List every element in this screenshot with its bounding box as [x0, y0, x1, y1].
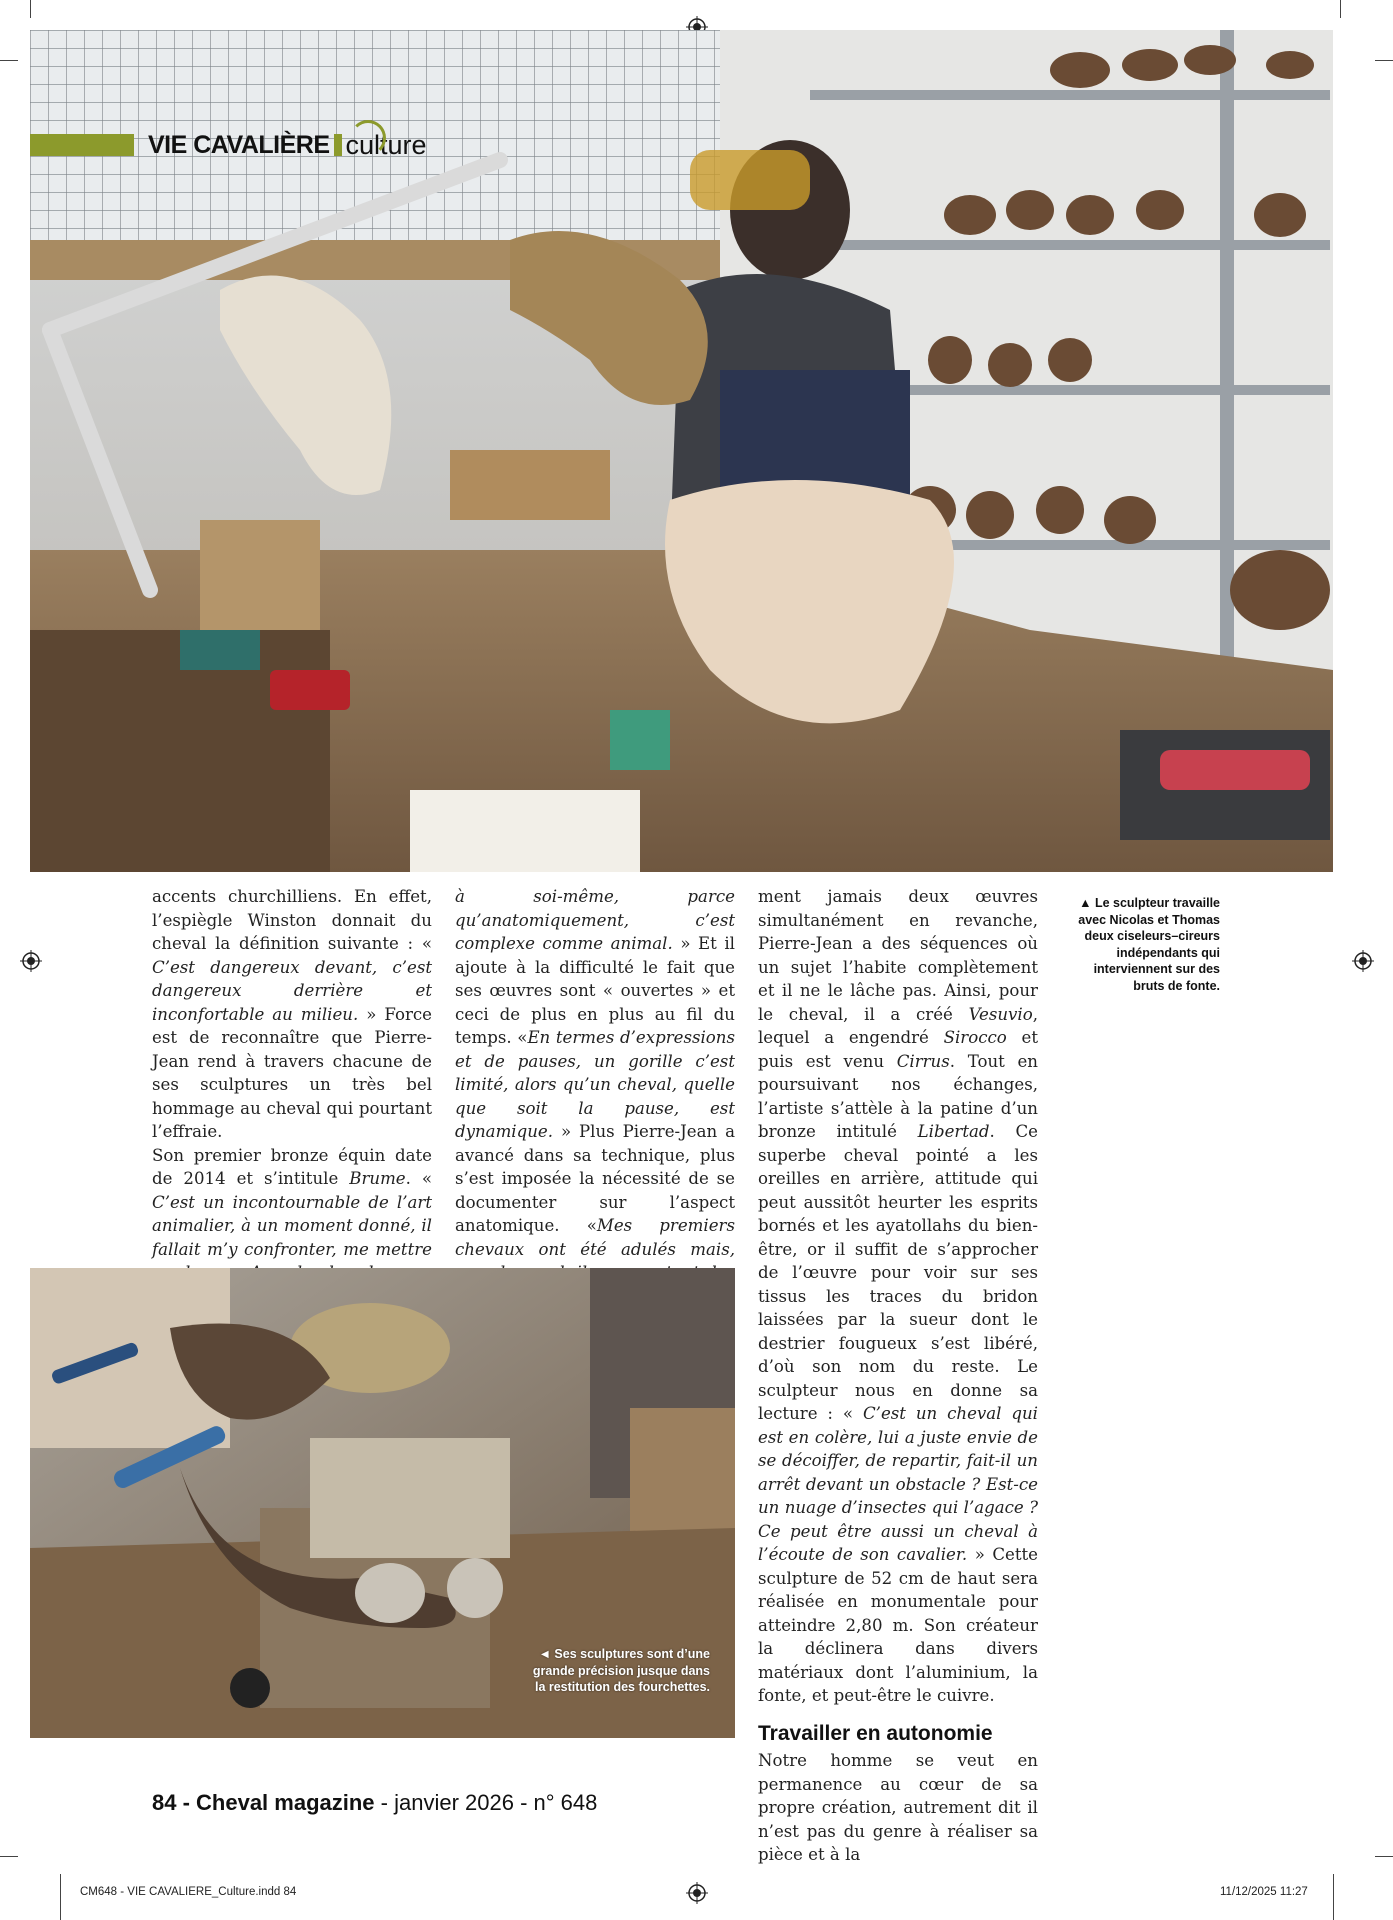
text-run: Son premier bronze équin date de 2014 et s’intitule — [152, 1145, 432, 1188]
subheading: Travailler en autonomie — [758, 1721, 993, 1745]
artwork-title: Sirocco — [943, 1028, 1007, 1047]
paragraph — [758, 885, 1038, 1708]
section-title: VIE CAVALIÈRE — [148, 130, 330, 159]
paragraph: Notre homme se veut en permanence au cœur de sa propre création, autrement dit il n’est pas du genre à réaliser sa pièce et à la — [758, 1751, 1038, 1864]
crop-mark — [1340, 0, 1341, 18]
section-separator — [334, 134, 342, 156]
crop-mark — [1375, 1856, 1393, 1857]
section-header — [30, 128, 427, 162]
text-run: . Tout en poursuivant nos échanges, l’artiste s’attèle à la patine d’un bronze intitulé — [758, 1051, 1038, 1141]
text-run: » Force est de reconnaître que Pierre-Jean rend à travers chacune de ses sculptures un très bel hommage au cheval qui pourtant l’effraie. — [152, 1004, 432, 1141]
quote: à soi-même, parce qu’anatomiquement, c’est complexe comme animal. — [455, 887, 735, 953]
text-column-3 — [758, 885, 1038, 1867]
text-run: ment jamais deux œuvres simultanément en revanche, Pierre-Jean a des séquences où un sujet l’habite complètement et il ne le lâche pas. Ainsi, pour le cheval, il a créé — [758, 887, 1038, 1024]
paragraph — [455, 885, 735, 1332]
registration-mark-icon — [686, 1882, 708, 1904]
text-column-2 — [455, 885, 735, 1332]
folio-page: 84 - Cheval magazine — [152, 1790, 375, 1815]
photo-caption-bottom: ◄ Ses sculptures sont d’une grande précision jusque dans la restitution des fourchettes. — [532, 1647, 710, 1694]
quote: Mes premiers chevaux ont été adulés mais, — [455, 1216, 735, 1259]
quote: C’est un incontournable de l’art animalier, à un moment donné, il fallait m’y confronter, me mettre — [152, 1192, 432, 1259]
artwork-title: Cirrus — [896, 1051, 950, 1071]
crop-mark — [60, 1874, 61, 1920]
photo-caption-top: ▲ Le sculpteur travaille avec Nicolas et Thomas deux ciseleurs–cireurs indépendants qui interviennent sur des bruts de fonte. — [1078, 896, 1220, 993]
slug-date: 11/12/2025 11:27 — [1220, 1886, 1308, 1898]
crop-mark — [0, 60, 18, 61]
quote: C’est dangereux devant, c’est dangereux derrière et inconfortable au milieu. — [152, 957, 432, 1024]
artwork-title: Vesuvio — [968, 1004, 1033, 1024]
slug-file: CM648 - VIE CAVALIERE_Culture.indd 84 — [80, 1886, 297, 1898]
text-run: . « — [405, 1169, 433, 1188]
folio-issue: - janvier 2026 - n° 648 — [374, 1790, 598, 1815]
section-ring-icon — [350, 120, 386, 156]
text-run: accents churchilliens. En effet, l’espiègle Winston donnait du cheval la définition suivante : « — [152, 887, 432, 953]
text-run: » Et il ajoute à la difficulté le fait que ses œuvres sont « ouvertes » et ceci de plus en plus au fil du temps. « — [455, 934, 735, 1047]
text-run: , lequel a engendré — [758, 1004, 1038, 1047]
text-run: » Plus Pierre-Jean a avancé dans sa technique, plus s’est imposée la nécessité de se documenter sur l’aspect anatomique. « — [455, 1122, 735, 1235]
page-folio — [152, 1790, 597, 1816]
quote: C’est un cheval qui est en colère, lui a juste envie de se décoiffer, de repartir, fait-il un arrêt devant un obstacle ? Est-ce un nuage d’insectes qui l’agace ? Ce peut être aussi un cheval à l’écoute de son cavalier. — [758, 1404, 1038, 1564]
text-run: . Ce superbe cheval pointé a les oreilles en arrière, attitude qui peut aussitôt heurter les esprits bornés et les ayatollahs du bien-être, or il suffit de s’approcher de l’œuvre pour voir sur ses tissus les traces du bridon laissées par la sueur dont le destrier fougueux s’est libéré, d’où son nom du reste. Le sculpteur nous en donne sa lecture : « — [758, 1122, 1038, 1423]
text-run: et puis est venu — [758, 1028, 1039, 1071]
text-column-1 — [152, 885, 432, 1308]
crop-mark — [1333, 1874, 1334, 1920]
registration-mark-icon — [1352, 950, 1374, 972]
paragraph — [152, 885, 432, 1144]
crop-mark — [0, 1856, 18, 1857]
crop-mark — [30, 0, 31, 18]
section-subtitle: culture — [345, 129, 427, 160]
text-run: » Cette sculpture de 52 cm de haut sera réalisée en monumentale pour atteindre 2,80 m. Son créateur la déclinera dans divers matériaux dont l’aluminium, la fonte, et peut-être le cuivre. — [758, 1545, 1038, 1705]
quote: En termes d’expressions et de pauses, un gorille c’est limité, alors qu’un cheval, quelle que soit la pause, est dynamique. — [455, 1028, 735, 1141]
artwork-title: Brume — [349, 1169, 406, 1188]
artwork-title: Libertad — [917, 1122, 990, 1141]
crop-mark — [1375, 60, 1393, 61]
section-accent-bar — [30, 134, 134, 156]
registration-mark-icon — [20, 950, 42, 972]
